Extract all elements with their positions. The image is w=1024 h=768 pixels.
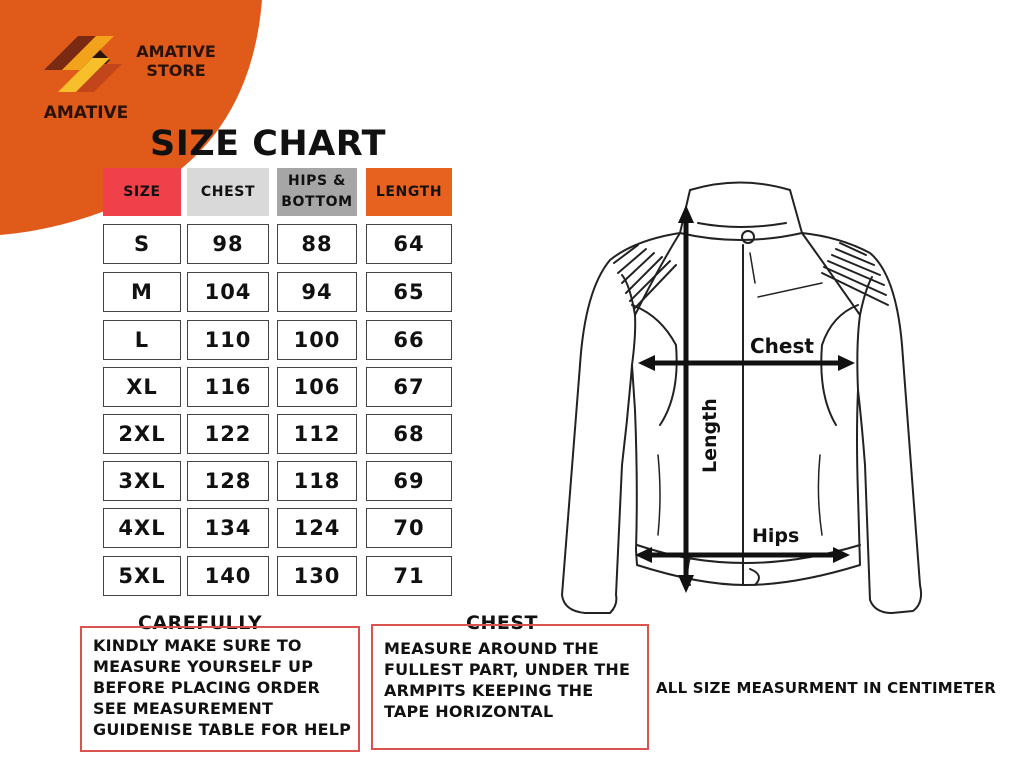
jacket-collar: [680, 183, 802, 241]
chest-line: MEASURE AROUND THE: [384, 639, 599, 658]
store-name-line1: AMATIVE: [136, 42, 216, 61]
amative-logo-icon: [38, 30, 130, 100]
measurement-cell: 118: [277, 461, 357, 501]
measurement-cell: 70: [366, 508, 452, 548]
chest-measure-label: Chest: [750, 334, 814, 358]
store-name: [128, 42, 224, 80]
measurement-cell: 110: [187, 320, 269, 360]
header-size: SIZE: [103, 168, 181, 216]
store-name-line2: STORE: [146, 61, 206, 80]
measurement-cell: 134: [187, 508, 269, 548]
carefully-line: SEE MEASUREMENT: [93, 699, 274, 718]
measurement-cell: 66: [366, 320, 452, 360]
measurement-cell: 98: [187, 224, 269, 264]
carefully-line: MEASURE YOURSELF UP: [93, 657, 314, 676]
measurement-cell: 104: [187, 272, 269, 312]
size-cell: S: [103, 224, 181, 264]
chest-line: FULLEST PART, UNDER THE: [384, 660, 631, 679]
hips-measure-label: Hips: [752, 525, 800, 547]
measurement-cell: 71: [366, 556, 452, 596]
size-cell: M: [103, 272, 181, 312]
measurement-cell: 67: [366, 367, 452, 407]
measurement-cell: 140: [187, 556, 269, 596]
measurement-cell: 116: [187, 367, 269, 407]
measurement-cell: 128: [187, 461, 269, 501]
measurement-cell: 130: [277, 556, 357, 596]
measurement-cell: 94: [277, 272, 357, 312]
chest-note-title: CHEST: [466, 612, 538, 634]
measurement-cell: 68: [366, 414, 452, 454]
size-cell: L: [103, 320, 181, 360]
size-cell: 2XL: [103, 414, 181, 454]
chest-line: ARMPITS KEEPING THE: [384, 681, 594, 700]
measurement-unit-note: ALL SIZE MEASURMENT IN CENTIMETER: [656, 679, 996, 697]
logo-word: AMATIVE: [43, 103, 129, 123]
carefully-line: GUIDENISE TABLE FOR HELP: [93, 720, 352, 739]
measurement-cell: 69: [366, 461, 452, 501]
carefully-note-text: [93, 635, 351, 740]
header-hips-bottom: HIPS & BOTTOM: [277, 168, 357, 216]
measurement-cell: 88: [277, 224, 357, 264]
size-cell: 3XL: [103, 461, 181, 501]
size-cell: XL: [103, 367, 181, 407]
carefully-note-title: CAREFULLY: [138, 612, 263, 634]
measurement-cell: 106: [277, 367, 357, 407]
carefully-line: BEFORE PLACING ORDER: [93, 678, 321, 697]
page-title: SIZE CHART: [150, 124, 387, 164]
size-cell: 4XL: [103, 508, 181, 548]
measurement-cell: 112: [277, 414, 357, 454]
measurement-cell: 122: [187, 414, 269, 454]
chest-line: TAPE HORIZONTAL: [384, 702, 554, 721]
chest-note-text: [384, 638, 630, 722]
header-chest: CHEST: [187, 168, 269, 216]
measurement-cell: 124: [277, 508, 357, 548]
carefully-line: KINDLY MAKE SURE TO: [93, 636, 302, 655]
measurement-cell: 100: [277, 320, 357, 360]
header-length: LENGTH: [366, 168, 452, 216]
size-cell: 5XL: [103, 556, 181, 596]
measurement-cell: 64: [366, 224, 452, 264]
jacket-diagram: [540, 165, 940, 625]
measurement-cell: 65: [366, 272, 452, 312]
length-measure-label: Length: [699, 398, 721, 473]
